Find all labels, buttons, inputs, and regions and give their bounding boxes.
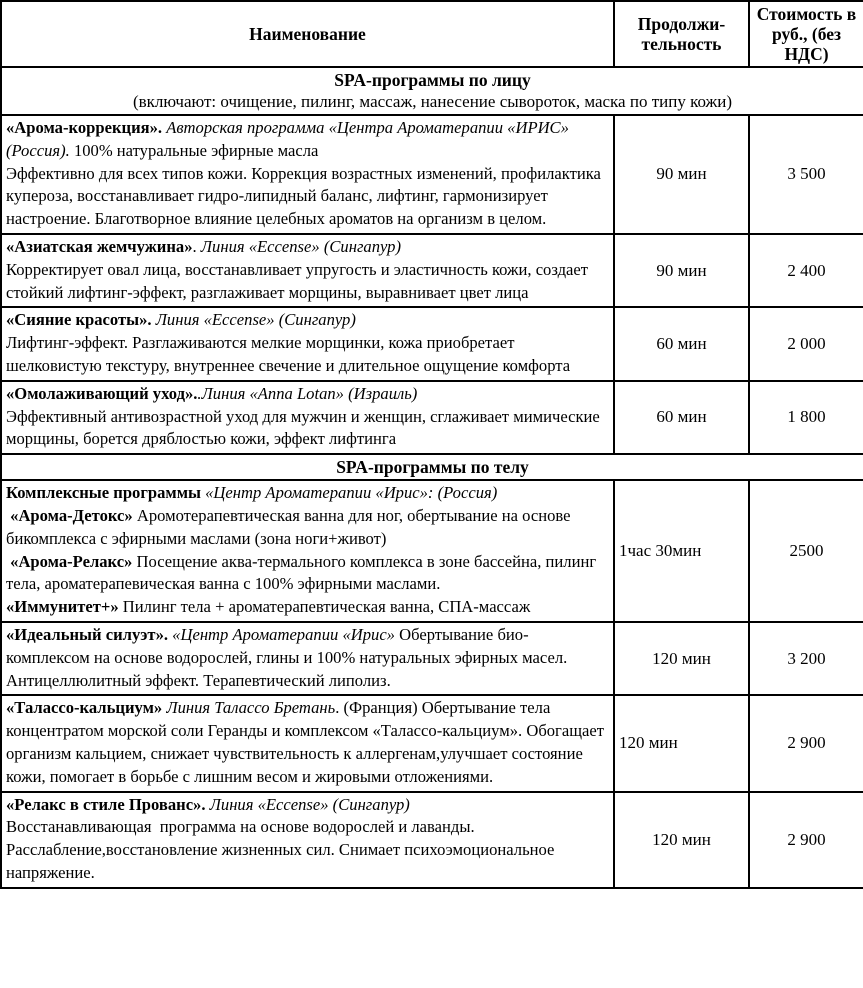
table-row [1,234,863,307]
duration-cell: 1час 30мин [614,480,749,622]
program-description-cell [1,695,614,791]
section-header-row [1,454,863,480]
duration-cell: 90 мин [614,234,749,307]
program-description-cell [1,307,614,380]
program-text: Обертывание био-комплексом на основе водорослей, глины и 100% натуральных эфирных масел. [6,624,568,667]
program-text: Корректирует овал лица, восстанавливает упругость и эластичность кожи, создает стойкий лифтинг-эффект, разглаживает морщины, выравнивает цвет лица [6,259,593,302]
program-title: «Арома-Релакс» [6,551,137,571]
program-brand-line: Авторская программа «Центра Ароматерапии «ИРИС» (Россия). [6,118,574,160]
program-text: Аромотерапевтическая ванна для ног, обертывание на основе бикомплекса с эфирными маслами (зона ноги+живот) [6,505,575,548]
table-row [1,695,863,791]
program-description-cell [1,115,614,234]
section-title: SPA-программы по телу [336,457,529,478]
program-title: «Релакс в стиле Прованс». [6,794,210,814]
table-row [1,792,863,888]
section-title-cell [1,454,863,480]
column-header-duration: Продолжи-тельность [614,1,749,67]
duration-cell: 90 мин [614,115,749,234]
program-brand-line: Линия Талассо Бретань [166,698,336,718]
program-text: . [192,236,201,256]
program-text: Пилинг тела + ароматерапевтическая ванна, СПА-массаж [122,597,531,617]
cost-cell: 1 800 [749,381,863,454]
program-brand-line: «Центр Ароматерапии «Ирис»: (Россия) [205,483,498,503]
program-description-cell [1,381,614,454]
table-row [1,115,863,234]
section-subtitle: (включают: очищение, пилинг, массаж, нанесение сывороток, маска по типу кожи) [132,92,733,111]
table-row [1,622,863,695]
duration-cell: 120 мин [614,695,749,791]
table-row [1,307,863,380]
section-title: SPA-программы по лицу [334,70,531,90]
program-text: . (Франция) Обертывание тела концентратом морской соли Геранды и комплексом «Талассо-кальциум». Обогащает организм кальцием, снижает чувствительность к аллергенам,улучшает состояние кожи, помогает в борьбе с лишним весом и жировыми отложениями. [6,698,609,786]
program-title: «Иммунитет+» [6,597,123,617]
program-brand-line: Линия «Eccense» (Сингапур) [155,310,356,330]
program-description-cell [1,792,614,888]
program-brand-line: .Линия «Anna Lotan» (Израиль) [197,383,418,403]
program-title: «Идеальный силуэт». [6,624,173,644]
duration-cell: 60 мин [614,381,749,454]
cost-cell: 2500 [749,480,863,622]
program-text: Восстанавливающая программа на основе водорослей и лаванды. Расслабление,восстановление жизненных сил. Снимает психоэмоциональное напряжение. [6,817,559,882]
program-text: 100% натуральные эфирные масла [73,140,319,160]
program-description-cell [1,622,614,695]
program-description-cell [1,234,614,307]
duration-cell: 120 мин [614,792,749,888]
program-text: Антицеллюлитный эффект. Терапевтический липолиз. [6,670,391,690]
program-title: «Арома-Детокс» [6,505,137,525]
program-text: Эффективный антивозрастной уход для мужчин и женщин, сглаживает мимические морщины, борется дряблостью кожи, эффект лифтинга [6,406,604,449]
table-row [1,480,863,622]
cost-cell: 2 400 [749,234,863,307]
cost-cell: 3 500 [749,115,863,234]
program-title: «Арома-коррекция». [6,118,167,137]
program-title: «Омолаживающий уход». [6,383,198,403]
cost-cell: 2 900 [749,695,863,791]
program-title: «Талассо-кальциум» [6,698,167,718]
program-title: Комплексные программы [6,483,206,503]
program-text: Посещение аква-термального комплекса в зоне бассейна, пилинг тела, ароматерапевическая ванна с 100% эфирными маслами. [6,551,601,594]
program-brand-line: «Центр Ароматерапии «Ирис» [172,624,400,644]
cost-cell: 2 000 [749,307,863,380]
cost-cell: 2 900 [749,792,863,888]
section-header-row [1,67,863,115]
table-row [1,381,863,454]
program-brand-line: Линия «Eccense» (Сингапур) [209,794,410,814]
program-brand-line: Линия «Eccense» (Сингапур) [200,236,401,256]
table-body [1,67,863,888]
cost-cell: 3 200 [749,622,863,695]
program-title: «Азиатская жемчужина» [6,236,193,256]
program-text: Лифтинг-эффект. Разглаживаются мелкие морщинки, кожа приобретает шелковистую текстуру, внутреннее свечение и длительное ощущение комфорта [6,333,571,375]
column-header-cost: Стоимость в руб., (без НДС) [749,1,863,67]
duration-cell: 120 мин [614,622,749,695]
column-header-name: Наименование [1,1,614,67]
program-description-cell [1,480,614,622]
header-row [1,1,863,67]
duration-cell: 60 мин [614,307,749,380]
section-title-cell [1,67,863,115]
program-title: «Сияние красоты». [6,310,156,330]
program-text: Эффективно для всех типов кожи. Коррекция возрастных изменений, профилактика купероза, восстанавливает гидро-липидный баланс, лифтинг, гармонизирует настроение. Благотворное влияние целебных ароматов на организм в целом. [6,163,606,229]
